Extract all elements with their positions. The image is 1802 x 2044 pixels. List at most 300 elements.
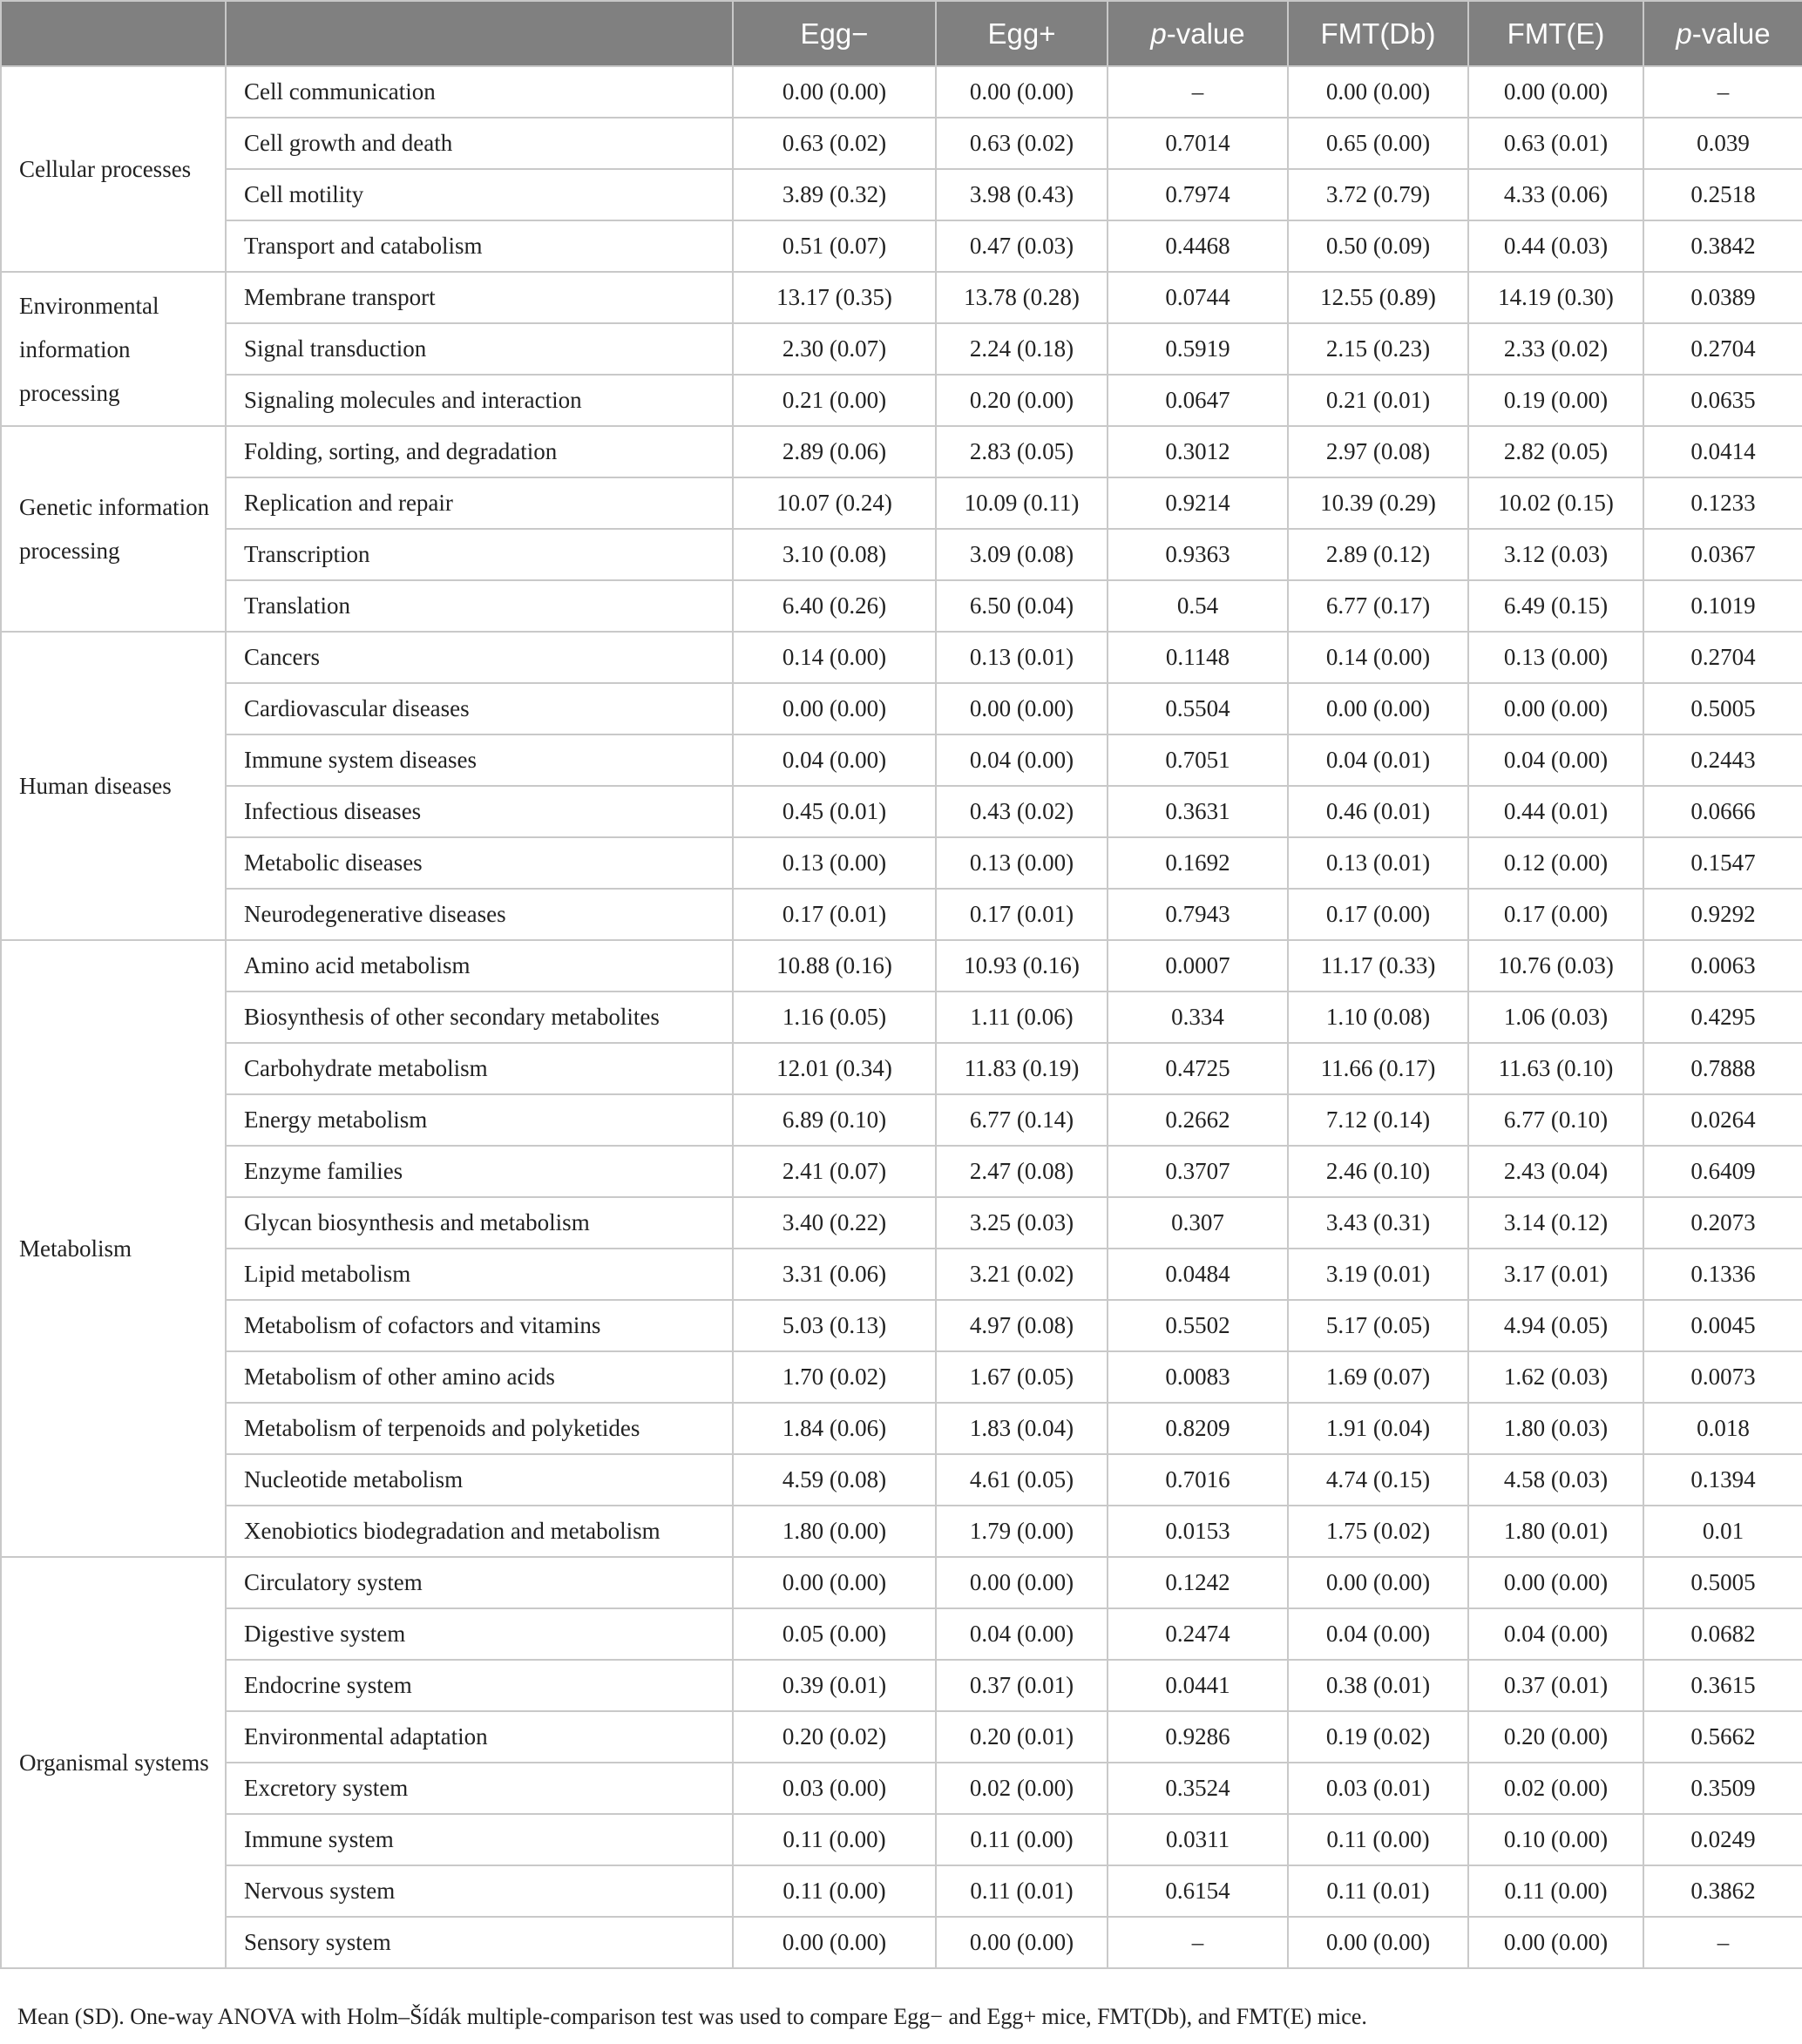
egg-minus-cell: 10.07 (0.24) xyxy=(733,477,936,529)
p-value-2-cell: 0.1336 xyxy=(1643,1249,1802,1300)
p-value-2-cell: 0.0635 xyxy=(1643,375,1802,426)
pathway-cell: Energy metabolism xyxy=(226,1094,733,1146)
fmt-e-cell: 0.11 (0.00) xyxy=(1468,1865,1643,1917)
category-cell: Cellular processes xyxy=(1,66,226,272)
table-row xyxy=(1,580,1802,632)
egg-minus-cell: 0.13 (0.00) xyxy=(733,837,936,889)
p-letter: p xyxy=(1150,17,1167,50)
table-row xyxy=(1,1557,1802,1608)
fmt-e-cell: 0.37 (0.01) xyxy=(1468,1660,1643,1711)
p-value-1-cell: 0.0007 xyxy=(1108,940,1288,992)
egg-plus-cell: 3.98 (0.43) xyxy=(936,169,1108,220)
p-value-2-cell: 0.3615 xyxy=(1643,1660,1802,1711)
egg-minus-cell: 3.40 (0.22) xyxy=(733,1197,936,1249)
fmt-db-cell: 0.14 (0.00) xyxy=(1288,632,1468,683)
p-value-2-cell: 0.2704 xyxy=(1643,632,1802,683)
egg-plus-cell: 1.83 (0.04) xyxy=(936,1403,1108,1454)
p-value-2-cell: 0.0264 xyxy=(1643,1094,1802,1146)
p-value-2-cell: 0.1394 xyxy=(1643,1454,1802,1506)
pathway-cell: Digestive system xyxy=(226,1608,733,1660)
egg-plus-cell: 0.02 (0.00) xyxy=(936,1763,1108,1814)
fmt-e-cell: 1.06 (0.03) xyxy=(1468,992,1643,1043)
p-value-2-cell: 0.0249 xyxy=(1643,1814,1802,1865)
p-value-2-cell: 0.0682 xyxy=(1643,1608,1802,1660)
table-row xyxy=(1,272,1802,323)
p-value-1-cell: 0.4725 xyxy=(1108,1043,1288,1094)
table-row xyxy=(1,1454,1802,1506)
fmt-e-cell: 14.19 (0.30) xyxy=(1468,272,1643,323)
fmt-db-cell: 2.89 (0.12) xyxy=(1288,529,1468,580)
egg-minus-cell: 4.59 (0.08) xyxy=(733,1454,936,1506)
fmt-e-cell: 10.76 (0.03) xyxy=(1468,940,1643,992)
fmt-e-cell: 0.00 (0.00) xyxy=(1468,1557,1643,1608)
p-value-1-cell: 0.0311 xyxy=(1108,1814,1288,1865)
egg-minus-cell: 0.00 (0.00) xyxy=(733,1917,936,1968)
p-value-suffix: -value xyxy=(1166,17,1245,50)
fmt-db-cell: 5.17 (0.05) xyxy=(1288,1300,1468,1351)
p-value-2-cell: – xyxy=(1643,1917,1802,1968)
fmt-e-cell: 0.04 (0.00) xyxy=(1468,1608,1643,1660)
egg-plus-cell: 13.78 (0.28) xyxy=(936,272,1108,323)
pathway-cell: Cell communication xyxy=(226,66,733,118)
fmt-e-cell: 0.00 (0.00) xyxy=(1468,1917,1643,1968)
fmt-db-cell: 3.19 (0.01) xyxy=(1288,1249,1468,1300)
table-row xyxy=(1,1608,1802,1660)
egg-plus-cell: 0.04 (0.00) xyxy=(936,1608,1108,1660)
egg-minus-cell: 0.00 (0.00) xyxy=(733,683,936,734)
egg-plus-cell: 0.00 (0.00) xyxy=(936,1557,1108,1608)
fmt-db-cell: 3.43 (0.31) xyxy=(1288,1197,1468,1249)
fmt-e-cell: 1.80 (0.01) xyxy=(1468,1506,1643,1557)
category-cell: Organismal systems xyxy=(1,1557,226,1968)
egg-plus-cell: 0.37 (0.01) xyxy=(936,1660,1108,1711)
fmt-e-cell: 0.44 (0.03) xyxy=(1468,220,1643,272)
table-row xyxy=(1,1249,1802,1300)
pathway-cell: Cancers xyxy=(226,632,733,683)
category-cell: Human diseases xyxy=(1,632,226,940)
table-footnote: Mean (SD). One-way ANOVA with Holm–Šídák multiple-comparison test was used to compare Egg− and Egg+ mice, FMT(Db), and FMT(E) mice. xyxy=(17,2004,1367,2029)
fmt-db-cell: 0.00 (0.00) xyxy=(1288,66,1468,118)
fmt-db-cell: 0.50 (0.09) xyxy=(1288,220,1468,272)
p-value-2-cell: 0.1547 xyxy=(1643,837,1802,889)
egg-plus-cell: 3.21 (0.02) xyxy=(936,1249,1108,1300)
fmt-e-cell: 4.94 (0.05) xyxy=(1468,1300,1643,1351)
egg-minus-cell: 0.11 (0.00) xyxy=(733,1865,936,1917)
pathway-cell: Immune system diseases xyxy=(226,734,733,786)
p-value-1-cell: 0.6154 xyxy=(1108,1865,1288,1917)
p-value-1-cell: 0.334 xyxy=(1108,992,1288,1043)
p-value-1-cell: 0.8209 xyxy=(1108,1403,1288,1454)
p-value-1-cell: 0.9363 xyxy=(1108,529,1288,580)
egg-minus-cell: 2.30 (0.07) xyxy=(733,323,936,375)
egg-plus-cell: 0.00 (0.00) xyxy=(936,683,1108,734)
p-value-2-cell: 0.0389 xyxy=(1643,272,1802,323)
fmt-db-cell: 2.97 (0.08) xyxy=(1288,426,1468,477)
egg-minus-cell: 10.88 (0.16) xyxy=(733,940,936,992)
fmt-db-cell: 0.21 (0.01) xyxy=(1288,375,1468,426)
egg-minus-cell: 0.00 (0.00) xyxy=(733,66,936,118)
egg-minus-cell: 5.03 (0.13) xyxy=(733,1300,936,1351)
table-row xyxy=(1,940,1802,992)
fmt-db-cell: 0.04 (0.00) xyxy=(1288,1608,1468,1660)
table-row xyxy=(1,786,1802,837)
p-value-2-cell: 0.2443 xyxy=(1643,734,1802,786)
table-row xyxy=(1,734,1802,786)
p-value-1-cell: 0.3707 xyxy=(1108,1146,1288,1197)
table-row xyxy=(1,1197,1802,1249)
p-value-1-cell: 0.7014 xyxy=(1108,118,1288,169)
egg-plus-cell: 0.00 (0.00) xyxy=(936,1917,1108,1968)
egg-plus-cell: 10.09 (0.11) xyxy=(936,477,1108,529)
egg-plus-cell: 0.20 (0.01) xyxy=(936,1711,1108,1763)
fmt-e-cell: 4.58 (0.03) xyxy=(1468,1454,1643,1506)
table-row xyxy=(1,1711,1802,1763)
egg-plus-cell: 0.11 (0.01) xyxy=(936,1865,1108,1917)
egg-plus-cell: 1.67 (0.05) xyxy=(936,1351,1108,1403)
p-value-2-cell: 0.1019 xyxy=(1643,580,1802,632)
pathway-cell: Membrane transport xyxy=(226,272,733,323)
fmt-db-cell: 3.72 (0.79) xyxy=(1288,169,1468,220)
p-value-1-cell: 0.7943 xyxy=(1108,889,1288,940)
table-row xyxy=(1,1094,1802,1146)
fmt-e-cell: 1.62 (0.03) xyxy=(1468,1351,1643,1403)
p-value-1-cell: 0.54 xyxy=(1108,580,1288,632)
egg-plus-cell: 0.13 (0.01) xyxy=(936,632,1108,683)
p-value-1-cell: 0.0153 xyxy=(1108,1506,1288,1557)
p-value-1-cell: 0.4468 xyxy=(1108,220,1288,272)
fmt-db-cell: 0.00 (0.00) xyxy=(1288,1917,1468,1968)
fmt-db-cell: 0.65 (0.00) xyxy=(1288,118,1468,169)
egg-minus-cell: 6.40 (0.26) xyxy=(733,580,936,632)
fmt-e-cell: 0.20 (0.00) xyxy=(1468,1711,1643,1763)
egg-plus-cell: 6.77 (0.14) xyxy=(936,1094,1108,1146)
p-value-1-cell: 0.2662 xyxy=(1108,1094,1288,1146)
egg-minus-cell: 0.11 (0.00) xyxy=(733,1814,936,1865)
fmt-e-cell: 0.13 (0.00) xyxy=(1468,632,1643,683)
egg-minus-cell: 0.14 (0.00) xyxy=(733,632,936,683)
pathway-cell: Cell growth and death xyxy=(226,118,733,169)
header-p-value-1 xyxy=(1108,1,1288,66)
p-value-2-cell: – xyxy=(1643,66,1802,118)
egg-plus-cell: 2.24 (0.18) xyxy=(936,323,1108,375)
egg-minus-cell: 2.41 (0.07) xyxy=(733,1146,936,1197)
fmt-db-cell: 0.19 (0.02) xyxy=(1288,1711,1468,1763)
pathway-cell: Glycan biosynthesis and metabolism xyxy=(226,1197,733,1249)
table-row xyxy=(1,1814,1802,1865)
fmt-db-cell: 0.00 (0.00) xyxy=(1288,683,1468,734)
p-value-2-cell: 0.01 xyxy=(1643,1506,1802,1557)
pathway-cell: Nervous system xyxy=(226,1865,733,1917)
table-row xyxy=(1,889,1802,940)
fmt-e-cell: 11.63 (0.10) xyxy=(1468,1043,1643,1094)
fmt-e-cell: 3.14 (0.12) xyxy=(1468,1197,1643,1249)
egg-minus-cell: 0.21 (0.00) xyxy=(733,375,936,426)
egg-plus-cell: 0.17 (0.01) xyxy=(936,889,1108,940)
category-cell: Metabolism xyxy=(1,940,226,1557)
p-value-2-cell: 0.2518 xyxy=(1643,169,1802,220)
table-row xyxy=(1,1403,1802,1454)
fmt-db-cell: 0.03 (0.01) xyxy=(1288,1763,1468,1814)
pathway-cell: Sensory system xyxy=(226,1917,733,1968)
p-value-2-cell: 0.9292 xyxy=(1643,889,1802,940)
table-row xyxy=(1,220,1802,272)
fmt-e-cell: 6.77 (0.10) xyxy=(1468,1094,1643,1146)
fmt-db-cell: 0.04 (0.01) xyxy=(1288,734,1468,786)
pathway-cell: Xenobiotics biodegradation and metabolism xyxy=(226,1506,733,1557)
egg-plus-cell: 0.00 (0.00) xyxy=(936,66,1108,118)
category-cell: Genetic information processing xyxy=(1,426,226,632)
pathway-cell: Immune system xyxy=(226,1814,733,1865)
egg-plus-cell: 4.61 (0.05) xyxy=(936,1454,1108,1506)
egg-plus-cell: 0.13 (0.00) xyxy=(936,837,1108,889)
p-value-1-cell: 0.7016 xyxy=(1108,1454,1288,1506)
pathway-cell: Amino acid metabolism xyxy=(226,940,733,992)
fmt-db-cell: 7.12 (0.14) xyxy=(1288,1094,1468,1146)
egg-minus-cell: 0.39 (0.01) xyxy=(733,1660,936,1711)
fmt-db-cell: 0.46 (0.01) xyxy=(1288,786,1468,837)
fmt-e-cell: 6.49 (0.15) xyxy=(1468,580,1643,632)
table-row xyxy=(1,66,1802,118)
pathway-cell: Translation xyxy=(226,580,733,632)
fmt-db-cell: 0.38 (0.01) xyxy=(1288,1660,1468,1711)
p-value-1-cell: 0.2474 xyxy=(1108,1608,1288,1660)
pathway-cell: Excretory system xyxy=(226,1763,733,1814)
p-value-1-cell: 0.3631 xyxy=(1108,786,1288,837)
egg-plus-cell: 3.25 (0.03) xyxy=(936,1197,1108,1249)
pathway-cell: Metabolism of cofactors and vitamins xyxy=(226,1300,733,1351)
fmt-e-cell: 0.19 (0.00) xyxy=(1468,375,1643,426)
fmt-db-cell: 1.91 (0.04) xyxy=(1288,1403,1468,1454)
fmt-e-cell: 0.00 (0.00) xyxy=(1468,66,1643,118)
fmt-db-cell: 1.75 (0.02) xyxy=(1288,1506,1468,1557)
table-row xyxy=(1,1660,1802,1711)
fmt-e-cell: 0.00 (0.00) xyxy=(1468,683,1643,734)
p-value-2-cell: 0.0367 xyxy=(1643,529,1802,580)
fmt-db-cell: 4.74 (0.15) xyxy=(1288,1454,1468,1506)
fmt-db-cell: 0.00 (0.00) xyxy=(1288,1557,1468,1608)
egg-plus-cell: 11.83 (0.19) xyxy=(936,1043,1108,1094)
egg-minus-cell: 1.70 (0.02) xyxy=(733,1351,936,1403)
egg-plus-cell: 4.97 (0.08) xyxy=(936,1300,1108,1351)
p-value-2-cell: 0.7888 xyxy=(1643,1043,1802,1094)
p-value-2-cell: 0.0073 xyxy=(1643,1351,1802,1403)
egg-plus-cell: 3.09 (0.08) xyxy=(936,529,1108,580)
category-cell: Environmental information processing xyxy=(1,272,226,426)
fmt-e-cell: 0.10 (0.00) xyxy=(1468,1814,1643,1865)
p-value-1-cell: 0.5502 xyxy=(1108,1300,1288,1351)
p-value-1-cell: 0.0083 xyxy=(1108,1351,1288,1403)
fmt-db-cell: 6.77 (0.17) xyxy=(1288,580,1468,632)
pathway-cell: Lipid metabolism xyxy=(226,1249,733,1300)
table-row xyxy=(1,477,1802,529)
fmt-e-cell: 3.17 (0.01) xyxy=(1468,1249,1643,1300)
p-value-1-cell: 0.307 xyxy=(1108,1197,1288,1249)
p-value-2-cell: 0.1233 xyxy=(1643,477,1802,529)
p-value-1-cell: 0.0484 xyxy=(1108,1249,1288,1300)
table-row xyxy=(1,1043,1802,1094)
table-row xyxy=(1,632,1802,683)
fmt-db-cell: 1.69 (0.07) xyxy=(1288,1351,1468,1403)
egg-plus-cell: 1.79 (0.00) xyxy=(936,1506,1108,1557)
egg-minus-cell: 1.80 (0.00) xyxy=(733,1506,936,1557)
egg-minus-cell: 0.17 (0.01) xyxy=(733,889,936,940)
p-value-1-cell: 0.5919 xyxy=(1108,323,1288,375)
p-value-1-cell: 0.3524 xyxy=(1108,1763,1288,1814)
p-value-2-cell: 0.3842 xyxy=(1643,220,1802,272)
egg-minus-cell: 0.04 (0.00) xyxy=(733,734,936,786)
pathway-cell: Folding, sorting, and degradation xyxy=(226,426,733,477)
pathway-cell: Transport and catabolism xyxy=(226,220,733,272)
pathway-cell: Infectious diseases xyxy=(226,786,733,837)
p-value-2-cell: 0.4295 xyxy=(1643,992,1802,1043)
p-value-1-cell: 0.0744 xyxy=(1108,272,1288,323)
p-value-2-cell: 0.039 xyxy=(1643,118,1802,169)
egg-minus-cell: 0.45 (0.01) xyxy=(733,786,936,837)
p-value-1-cell: 0.7974 xyxy=(1108,169,1288,220)
fmt-e-cell: 4.33 (0.06) xyxy=(1468,169,1643,220)
pathway-cell: Biosynthesis of other secondary metabolites xyxy=(226,992,733,1043)
table-row xyxy=(1,1917,1802,1968)
pathway-cell: Signal transduction xyxy=(226,323,733,375)
fmt-db-cell: 1.10 (0.08) xyxy=(1288,992,1468,1043)
p-value-2-cell: 0.018 xyxy=(1643,1403,1802,1454)
egg-minus-cell: 3.10 (0.08) xyxy=(733,529,936,580)
egg-minus-cell: 0.63 (0.02) xyxy=(733,118,936,169)
p-value-1-cell: 0.9214 xyxy=(1108,477,1288,529)
table-body xyxy=(1,66,1802,1968)
egg-minus-cell: 1.84 (0.06) xyxy=(733,1403,936,1454)
pathway-cell: Endocrine system xyxy=(226,1660,733,1711)
table-row xyxy=(1,683,1802,734)
egg-minus-cell: 1.16 (0.05) xyxy=(733,992,936,1043)
egg-plus-cell: 2.47 (0.08) xyxy=(936,1146,1108,1197)
p-value-1-cell: 0.1692 xyxy=(1108,837,1288,889)
fmt-e-cell: 0.04 (0.00) xyxy=(1468,734,1643,786)
fmt-db-cell: 0.17 (0.00) xyxy=(1288,889,1468,940)
p-value-2-cell: 0.2704 xyxy=(1643,323,1802,375)
table-row xyxy=(1,1506,1802,1557)
table-row xyxy=(1,529,1802,580)
p-value-2-cell: 0.2073 xyxy=(1643,1197,1802,1249)
table-row xyxy=(1,118,1802,169)
fmt-db-cell: 12.55 (0.89) xyxy=(1288,272,1468,323)
p-value-2-cell: 0.0414 xyxy=(1643,426,1802,477)
fmt-db-cell: 0.13 (0.01) xyxy=(1288,837,1468,889)
header-egg-plus: Egg+ xyxy=(936,1,1108,66)
table-row xyxy=(1,1146,1802,1197)
egg-plus-cell: 0.20 (0.00) xyxy=(936,375,1108,426)
pathway-cell: Transcription xyxy=(226,529,733,580)
p-value-1-cell: – xyxy=(1108,1917,1288,1968)
egg-minus-cell: 6.89 (0.10) xyxy=(733,1094,936,1146)
p-value-1-cell: 0.5504 xyxy=(1108,683,1288,734)
p-value-suffix: -value xyxy=(1691,17,1771,50)
fmt-db-cell: 0.11 (0.00) xyxy=(1288,1814,1468,1865)
header-row xyxy=(1,1,1802,66)
p-value-2-cell: 0.3862 xyxy=(1643,1865,1802,1917)
p-value-2-cell: 0.3509 xyxy=(1643,1763,1802,1814)
header-pathway xyxy=(226,1,733,66)
egg-plus-cell: 0.43 (0.02) xyxy=(936,786,1108,837)
p-value-1-cell: 0.0647 xyxy=(1108,375,1288,426)
fmt-db-cell: 0.11 (0.01) xyxy=(1288,1865,1468,1917)
egg-plus-cell: 6.50 (0.04) xyxy=(936,580,1108,632)
pathway-cell: Circulatory system xyxy=(226,1557,733,1608)
egg-minus-cell: 0.03 (0.00) xyxy=(733,1763,936,1814)
pathway-cell: Metabolism of terpenoids and polyketides xyxy=(226,1403,733,1454)
egg-plus-cell: 2.83 (0.05) xyxy=(936,426,1108,477)
table-row xyxy=(1,1351,1802,1403)
egg-plus-cell: 0.63 (0.02) xyxy=(936,118,1108,169)
p-value-1-cell: 0.1242 xyxy=(1108,1557,1288,1608)
table-row xyxy=(1,375,1802,426)
p-value-2-cell: 0.0045 xyxy=(1643,1300,1802,1351)
egg-plus-cell: 10.93 (0.16) xyxy=(936,940,1108,992)
p-value-1-cell: – xyxy=(1108,66,1288,118)
fmt-db-cell: 11.17 (0.33) xyxy=(1288,940,1468,992)
pathway-cell: Carbohydrate metabolism xyxy=(226,1043,733,1094)
pathway-cell: Nucleotide metabolism xyxy=(226,1454,733,1506)
header-p-value-2 xyxy=(1643,1,1802,66)
table-row xyxy=(1,1300,1802,1351)
pathway-cell: Environmental adaptation xyxy=(226,1711,733,1763)
pathway-cell: Metabolic diseases xyxy=(226,837,733,889)
table-row xyxy=(1,426,1802,477)
table-row xyxy=(1,169,1802,220)
p-value-1-cell: 0.3012 xyxy=(1108,426,1288,477)
fmt-e-cell: 3.12 (0.03) xyxy=(1468,529,1643,580)
fmt-e-cell: 0.63 (0.01) xyxy=(1468,118,1643,169)
p-value-1-cell: 0.1148 xyxy=(1108,632,1288,683)
header-fmt-e: FMT(E) xyxy=(1468,1,1643,66)
table-row xyxy=(1,992,1802,1043)
pathway-cell: Neurodegenerative diseases xyxy=(226,889,733,940)
egg-minus-cell: 12.01 (0.34) xyxy=(733,1043,936,1094)
header-egg-minus: Egg− xyxy=(733,1,936,66)
egg-minus-cell: 3.31 (0.06) xyxy=(733,1249,936,1300)
p-value-1-cell: 0.9286 xyxy=(1108,1711,1288,1763)
fmt-e-cell: 10.02 (0.15) xyxy=(1468,477,1643,529)
pathway-cell: Replication and repair xyxy=(226,477,733,529)
header-category xyxy=(1,1,226,66)
pathway-cell: Cardiovascular diseases xyxy=(226,683,733,734)
pathway-cell: Signaling molecules and interaction xyxy=(226,375,733,426)
table-row xyxy=(1,837,1802,889)
egg-minus-cell: 13.17 (0.35) xyxy=(733,272,936,323)
fmt-db-cell: 10.39 (0.29) xyxy=(1288,477,1468,529)
fmt-e-cell: 0.44 (0.01) xyxy=(1468,786,1643,837)
fmt-db-cell: 2.46 (0.10) xyxy=(1288,1146,1468,1197)
table-row xyxy=(1,1763,1802,1814)
pathway-cell: Metabolism of other amino acids xyxy=(226,1351,733,1403)
fmt-db-cell: 2.15 (0.23) xyxy=(1288,323,1468,375)
egg-plus-cell: 0.47 (0.03) xyxy=(936,220,1108,272)
p-value-1-cell: 0.0441 xyxy=(1108,1660,1288,1711)
egg-plus-cell: 1.11 (0.06) xyxy=(936,992,1108,1043)
fmt-e-cell: 2.33 (0.02) xyxy=(1468,323,1643,375)
egg-minus-cell: 3.89 (0.32) xyxy=(733,169,936,220)
p-letter: p xyxy=(1676,17,1692,50)
p-value-2-cell: 0.0666 xyxy=(1643,786,1802,837)
egg-minus-cell: 2.89 (0.06) xyxy=(733,426,936,477)
egg-minus-cell: 0.00 (0.00) xyxy=(733,1557,936,1608)
fmt-e-cell: 2.82 (0.05) xyxy=(1468,426,1643,477)
egg-plus-cell: 0.11 (0.00) xyxy=(936,1814,1108,1865)
fmt-e-cell: 1.80 (0.03) xyxy=(1468,1403,1643,1454)
header-fmt-db: FMT(Db) xyxy=(1288,1,1468,66)
p-value-2-cell: 0.5005 xyxy=(1643,683,1802,734)
fmt-e-cell: 2.43 (0.04) xyxy=(1468,1146,1643,1197)
